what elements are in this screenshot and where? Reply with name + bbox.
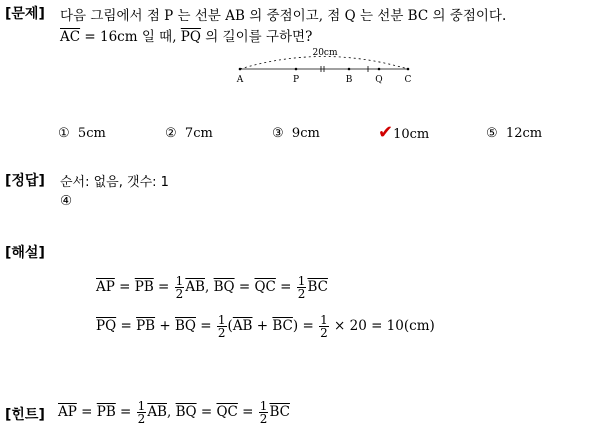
explanation-formula-2: $\overline{PQ} = \overline{PB} + \overline{BQ}$ = $\frac{1}{2}$ $(\overline{AB} + \overline{BC})$ = $\frac{1}{2}$ × 20 = 10(cm) — [96, 313, 435, 340]
point-b — [348, 68, 351, 71]
option-2[interactable] — [165, 126, 213, 141]
hint-label: [힌트] — [5, 407, 45, 423]
point-label-q: Q — [375, 75, 383, 85]
segment-pq: $\overline{PQ}$ — [180, 29, 201, 45]
problem-text-line2 — [60, 25, 312, 45]
option-5-number: ⑤ — [486, 126, 498, 141]
option-3-text: 9cm — [291, 126, 320, 141]
option-5[interactable] — [486, 126, 542, 141]
point-c — [407, 68, 410, 71]
problem-text-line1: 다음 그림에서 점 P 는 선분 AB 의 중점이고, 점 Q 는 선분 BC 의 중점이다. — [60, 8, 507, 24]
option-5-text: 12cm — [505, 126, 543, 141]
segment-ac: $\overline{AC}$ — [60, 29, 81, 45]
option-1[interactable] — [58, 126, 106, 141]
hint-formula: $\overline{AP} = \overline{PB}$ = $\frac{1}{2}$ $\overline{AB}$, $\overline{BQ} = \overline{QC}$ = $\frac{1}{2}$ $\overline{BC}$ — [58, 399, 290, 426]
point-label-a: A — [236, 75, 244, 85]
problem-label: [문제] — [5, 6, 45, 22]
problem-line2-end: 의 길이를 구하면? — [200, 29, 313, 45]
explanation-formula-1: $\overline{AP} = \overline{PB}$ = $\frac{1}{2}$ $\overline{AB}$, $\overline{BQ} = \overline{QC}$ = $\frac{1}{2}$ $\overline{BC}$ — [96, 274, 328, 301]
option-4[interactable] — [378, 122, 429, 143]
point-q — [378, 68, 381, 71]
point-p — [295, 68, 298, 71]
option-1-text: 5cm — [77, 126, 106, 141]
option-3[interactable] — [272, 126, 320, 141]
explanation-label: [해설] — [5, 245, 45, 261]
point-label-c: C — [404, 75, 412, 85]
option-1-number: ① — [58, 126, 70, 141]
option-2-number: ② — [165, 126, 177, 141]
point-label-p: P — [292, 75, 300, 85]
length-label: 20cm — [312, 48, 338, 58]
correct-check-icon: ✔ — [378, 122, 394, 143]
answer-value: ④ — [60, 193, 73, 209]
option-4-text: 10cm — [393, 127, 430, 142]
option-2-text: 7cm — [184, 126, 213, 141]
answer-meta: 순서: 없음, 갯수: 1 — [60, 175, 169, 190]
answer-label: [정답] — [5, 173, 45, 189]
segment-figure — [228, 44, 418, 90]
point-a — [239, 68, 242, 71]
point-label-b: B — [345, 75, 353, 85]
problem-line2-mid: = 16cm 일 때, — [80, 29, 181, 45]
option-3-number: ③ — [272, 126, 284, 141]
